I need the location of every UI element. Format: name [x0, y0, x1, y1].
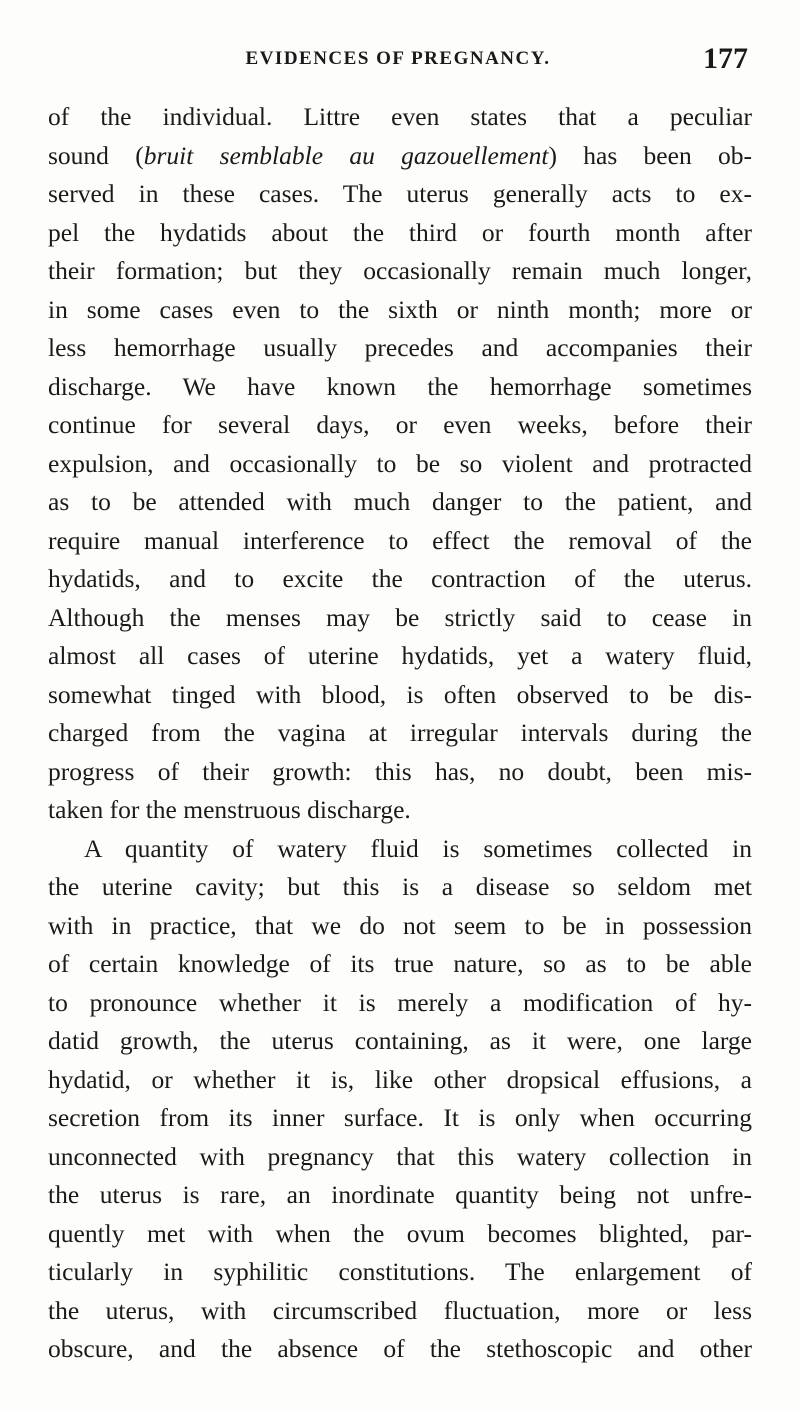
- text-line: continue for several days, or even weeks, before their: [48, 410, 752, 439]
- body-text: [48, 98, 752, 1369]
- text-line: the uterus is rare, an inordinate quantity being not unfre-: [48, 1180, 752, 1209]
- text-line: progress of their growth: this has, no doubt, been mis-: [48, 756, 752, 786]
- text-line: less hemorrhage usually precedes and accompanies their: [48, 333, 752, 362]
- text-line: A quantity of watery fluid is sometimes collected in: [84, 833, 752, 863]
- text-line: datid growth, the uterus containing, as it were, one large: [48, 1026, 752, 1055]
- text-line: charged from the vagina at irregular intervals during the: [48, 718, 752, 747]
- italic-phrase: bruit semblable au gazouellement: [143, 140, 549, 170]
- text-line: in some cases even to the sixth or ninth month; more or: [48, 294, 752, 324]
- text-line: taken for the menstruous discharge.: [48, 795, 411, 824]
- text-run: sound (: [48, 140, 144, 170]
- running-title: EVIDENCES OF PREGNANCY.: [245, 48, 551, 69]
- text-line: somewhat tinged with blood, is often observed to be dis-: [48, 679, 752, 709]
- paragraph-2: [48, 830, 752, 1369]
- page-number: 177: [703, 42, 748, 75]
- text-line: of certain knowledge of its true nature, so as to be able: [48, 949, 752, 978]
- text-line: with in practice, that we do not seem to be in possession: [48, 910, 752, 940]
- text-line: their formation; but they occasionally remain much longer,: [48, 256, 752, 285]
- text-line: Although the menses may be strictly said to cease in: [48, 602, 752, 632]
- text-line: [48, 137, 752, 176]
- text-line: ticularly in syphilitic constitutions. The enlargement of: [48, 1257, 752, 1286]
- running-head: [48, 42, 748, 82]
- text-run: ) has been ob-: [548, 140, 752, 170]
- text-line: the uterine cavity; but this is a disease so seldom met: [48, 872, 752, 901]
- text-line: hydatids, and to excite the contraction of the uterus.: [48, 564, 752, 593]
- text-line: of the individual. Littre even states that a peculiar: [48, 102, 752, 131]
- text-line: discharge. We have known the hemorrhage sometimes: [48, 371, 752, 401]
- text-line: require manual interference to effect the removal of the: [48, 525, 752, 555]
- text-line: served in these cases. The uterus generally acts to ex-: [48, 179, 752, 208]
- text-line: pel the hydatids about the third or fourth month after: [48, 217, 752, 247]
- text-line: obscure, and the absence of the stethoscopic and other: [48, 1334, 752, 1363]
- text-line: almost all cases of uterine hydatids, yet a watery fluid,: [48, 641, 752, 670]
- text-line: to pronounce whether it is merely a modification of hy-: [48, 987, 752, 1017]
- text-line: as to be attended with much danger to the patient, and: [48, 487, 752, 516]
- text-line: secretion from its inner surface. It is only when occurring: [48, 1103, 752, 1132]
- text-line: quently met with when the ovum becomes blighted, par-: [48, 1218, 752, 1248]
- text-line: expulsion, and occasionally to be so violent and protracted: [48, 448, 752, 478]
- text-line: the uterus, with circumscribed fluctuation, more or less: [48, 1295, 752, 1325]
- text-line: hydatid, or whether it is, like other dropsical effusions, a: [48, 1064, 752, 1094]
- text-line: unconnected with pregnancy that this watery collection in: [48, 1141, 752, 1171]
- paragraph-1: [48, 98, 752, 830]
